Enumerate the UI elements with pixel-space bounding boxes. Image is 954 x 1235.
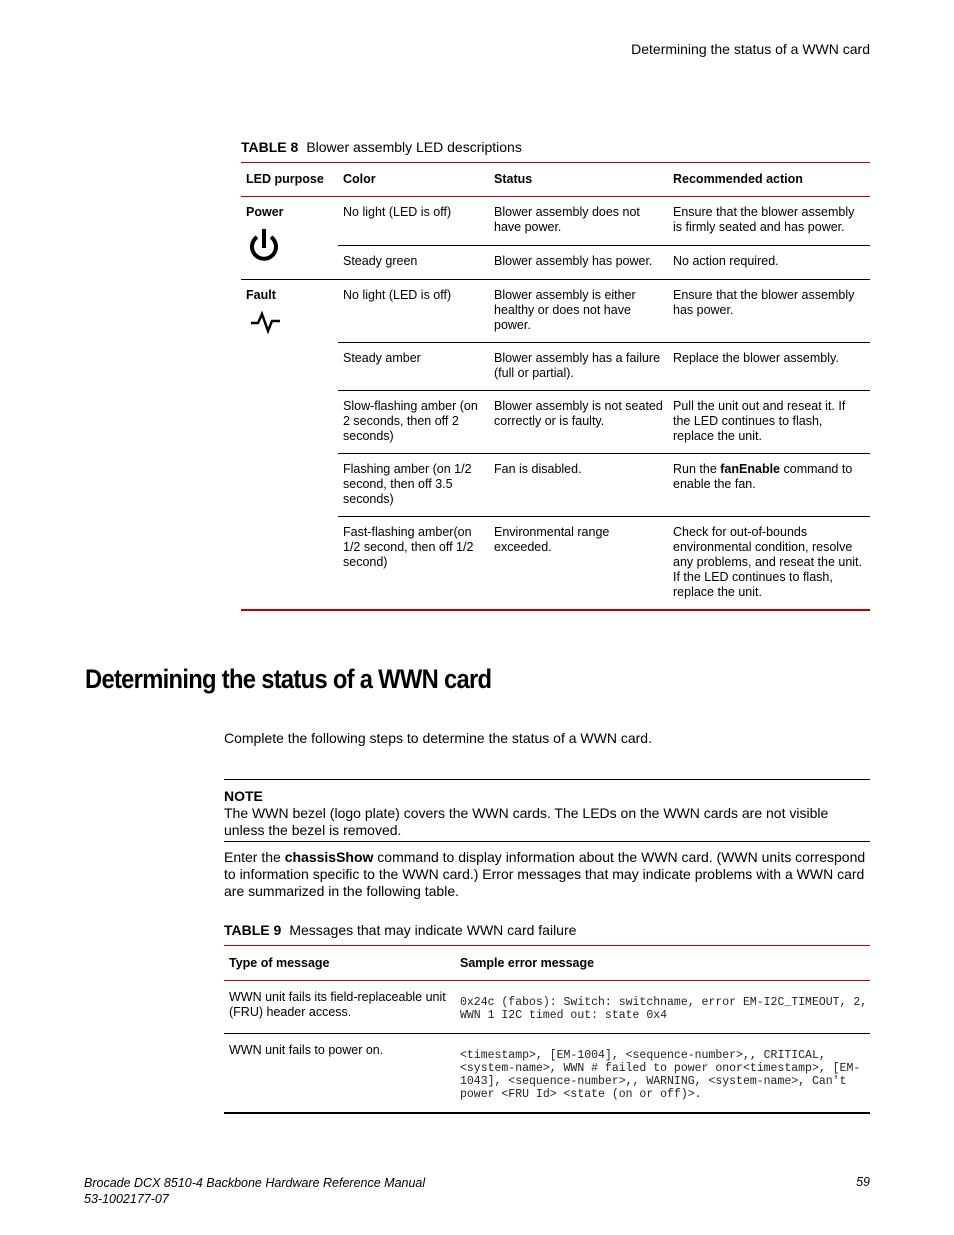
note-text: The WWN bezel (logo plate) covers the WWN cards. The LEDs on the WWN cards are not visible unless the bezel is removed.	[224, 805, 829, 838]
message-type-cell: WWN unit fails to power on.	[224, 1034, 460, 1114]
power-icon	[246, 226, 332, 270]
status-cell: Blower assembly has power.	[494, 246, 673, 280]
section-title: Determining the status of a WWN card	[85, 664, 492, 694]
color-cell: Slow-flashing amber (on 2 seconds, then off 2 seconds)	[338, 391, 494, 454]
color-cell: No light (LED is off)	[338, 280, 494, 343]
table9-label: TABLE 9	[224, 922, 282, 938]
color-cell: Steady amber	[338, 343, 494, 391]
table9-title: Messages that may indicate WWN card failure	[289, 922, 577, 938]
manual-title: Brocade DCX 8510-4 Backbone Hardware Reference Manual	[84, 1176, 426, 1190]
note-box	[224, 779, 870, 842]
header-recommended-action: Recommended action	[673, 163, 870, 197]
step-paragraph	[224, 849, 870, 900]
action-cell: Check for out-of-bounds environmental condition, resolve any problems, and reseat the unit. If the LED continues to flash, replace the unit.	[673, 517, 870, 611]
fault-icon	[246, 309, 332, 339]
wwn-messages-table	[224, 945, 875, 1114]
action-cell: Ensure that the blower assembly is firmly seated and has power.	[673, 205, 855, 234]
header-color: Color	[338, 163, 494, 197]
table-row	[241, 197, 870, 246]
table8-title: Blower assembly LED descriptions	[306, 139, 522, 155]
action-text: command to enable the fan.	[673, 462, 853, 491]
sample-message: <timestamp>, [EM-1004], <sequence-number>,, CRITICAL, <system-name>, WWN # failed to power onor<timestamp>, [EM-1043], <sequence-number>,, WARNING, <system-name>, Can't power <FRU Id> <state (on or off)>.	[460, 1049, 861, 1101]
command-name: chassisShow	[284, 849, 374, 865]
intro-paragraph: Complete the following steps to determine the status of a WWN card.	[224, 730, 652, 746]
purpose-fault: Fault	[246, 288, 276, 302]
color-cell: Flashing amber (on 1/2 second, then off 3.5 seconds)	[338, 454, 494, 517]
sample-message-cell	[460, 1034, 870, 1114]
header-sample-error-message: Sample error message	[460, 946, 870, 981]
note-label: NOTE	[224, 788, 263, 804]
table-row	[224, 981, 870, 1034]
sample-message-cell	[460, 981, 875, 1034]
document-number: 53-1002177-07	[84, 1192, 169, 1206]
color-cell: No light (LED is off)	[343, 205, 452, 219]
action-cell	[673, 454, 870, 517]
header-status: Status	[494, 163, 673, 197]
purpose-cell-power	[241, 197, 338, 280]
table9-caption	[224, 922, 576, 938]
table-row	[224, 1034, 870, 1114]
blower-led-table	[241, 162, 870, 611]
status-cell: Blower assembly is not seated correctly or is faulty.	[494, 391, 673, 454]
running-header: Determining the status of a WWN card	[631, 41, 870, 57]
table-row	[241, 280, 870, 343]
sample-message: 0x24c (fabos): Switch: switchname, error EM-I2C_TIMEOUT, 2, WWN 1 I2C timed out: state 0x4	[460, 996, 875, 1022]
action-cell: Replace the blower assembly.	[673, 343, 870, 391]
action-cell: Pull the unit out and reseat it. If the LED continues to flash, replace the unit.	[673, 391, 870, 454]
status-cell: Blower assembly has a failure (full or partial).	[494, 343, 673, 391]
footer	[84, 1175, 425, 1207]
status-cell: Blower assembly does not have power.	[494, 205, 640, 234]
status-cell: Environmental range exceeded.	[494, 517, 673, 611]
header-type-of-message: Type of message	[224, 946, 460, 981]
command-name: fanEnable	[720, 462, 781, 476]
color-cell: Fast-flashing amber(on 1/2 second, then off 1/2 second)	[338, 517, 494, 611]
step-text: command to display information about the WWN card. (WWN units correspond to information specific to the WWN card.) Error messages that may indicate problems with a WWN card are summarized in the following table.	[224, 849, 866, 899]
table8-label: TABLE 8	[241, 139, 299, 155]
step-text: Enter the	[224, 849, 285, 865]
message-type-cell: WWN unit fails its field-replaceable unit (FRU) header access.	[229, 990, 446, 1019]
header-led-purpose: LED purpose	[241, 163, 338, 197]
table8-caption	[241, 139, 522, 155]
status-cell: Fan is disabled.	[494, 454, 673, 517]
action-cell: Ensure that the blower assembly has power.	[673, 280, 870, 343]
purpose-power: Power	[246, 205, 284, 219]
action-text: Run the	[673, 462, 721, 476]
color-cell: Steady green	[338, 246, 494, 280]
action-cell: No action required.	[673, 246, 870, 280]
purpose-cell-fault	[241, 280, 338, 611]
page-number: 59	[856, 1175, 870, 1189]
status-cell: Blower assembly is either healthy or does not have power.	[494, 280, 673, 343]
